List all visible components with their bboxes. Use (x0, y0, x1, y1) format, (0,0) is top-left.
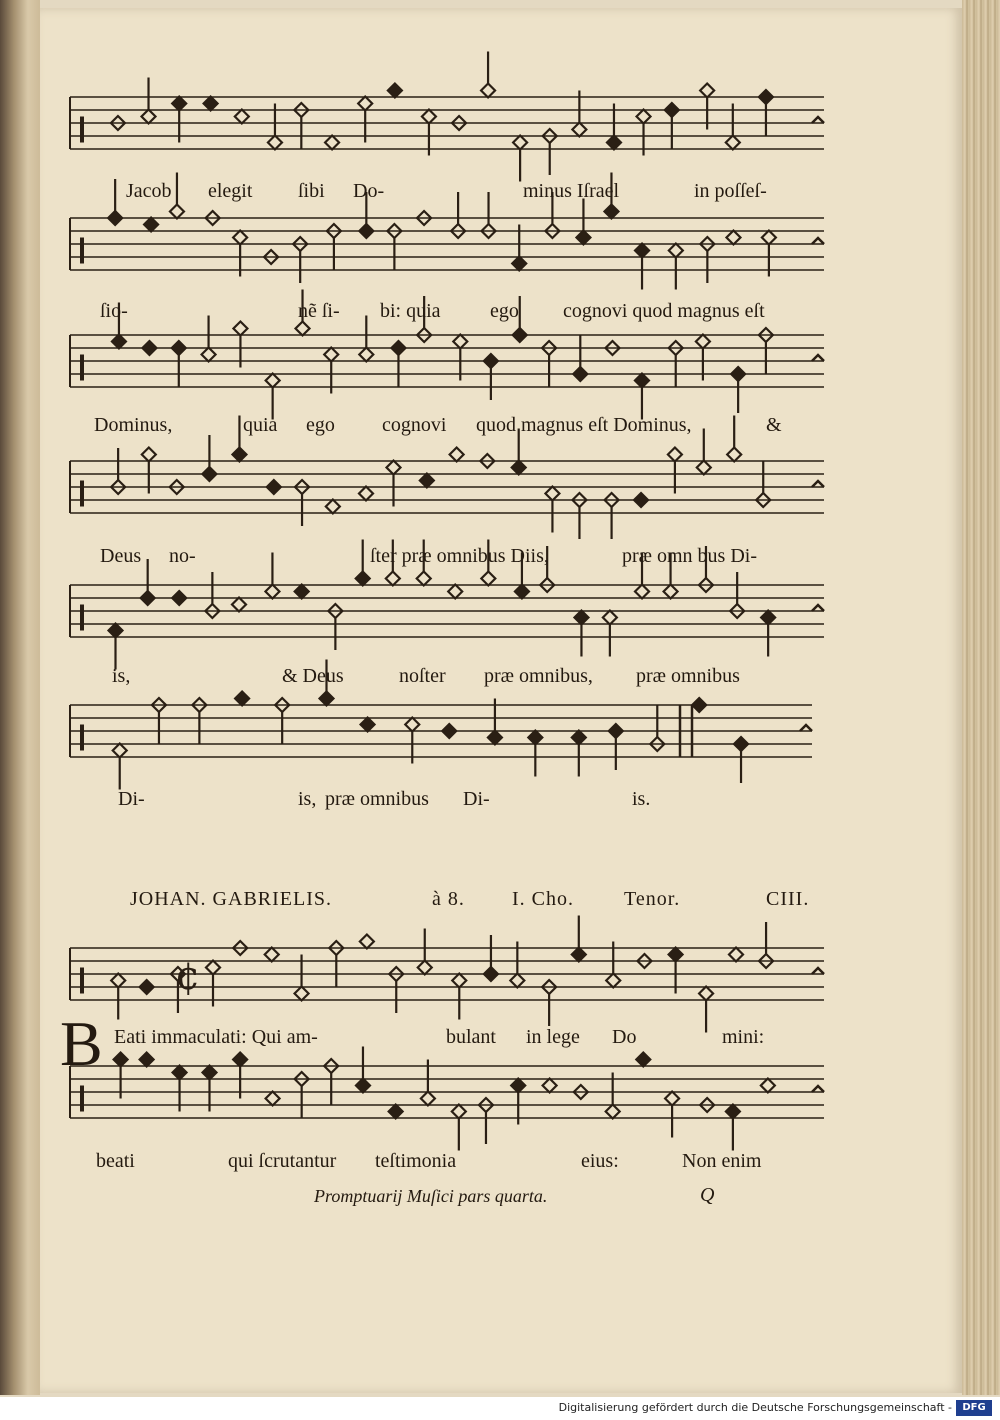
lyric-line-4-word-2: no- (169, 545, 196, 567)
clef-icon (80, 1086, 84, 1112)
note-head (266, 1092, 280, 1106)
note-head (637, 110, 651, 124)
note-head (358, 97, 372, 111)
note-head (481, 572, 495, 586)
note-head (202, 1066, 216, 1080)
lyric-line-2-word-2: nẽ ſi- (298, 300, 340, 322)
note-head (361, 718, 375, 732)
note-head (574, 611, 588, 625)
note-head (761, 611, 775, 625)
lyric-line-8-word-2: qui ſcrutantur (228, 1150, 337, 1172)
note-head (204, 97, 218, 111)
lyric-line-1-word-1: Jacob (126, 180, 172, 202)
note-head (202, 467, 216, 481)
note-head (528, 731, 542, 745)
note-head (267, 480, 281, 494)
lyric-line-7-word-3: in lege (526, 1026, 580, 1048)
note-head (607, 136, 621, 150)
note-head (511, 1079, 525, 1093)
note-head (727, 448, 741, 462)
note-head (762, 231, 776, 245)
note-head (452, 1105, 466, 1119)
note-head (515, 585, 529, 599)
note-head (172, 591, 186, 605)
note-head (697, 461, 711, 475)
custos-icon (812, 968, 824, 974)
note-head (696, 335, 710, 349)
note-head (692, 698, 706, 712)
note-head (726, 1105, 740, 1119)
note-head (232, 598, 246, 612)
heading-choir: I. Cho. (512, 888, 574, 910)
lyric-line-6-word-2: is, (298, 788, 317, 810)
note-head (448, 585, 462, 599)
note-head (700, 84, 714, 98)
dfg-logo-icon: DFG (956, 1400, 992, 1416)
lyric-line-5-word-5: præ omnibus (636, 665, 740, 687)
lyric-line-7-word-1: Eati immaculati: Qui am- (114, 1026, 318, 1048)
note-head (609, 724, 623, 738)
note-head (731, 367, 745, 381)
lyric-line-5-word-4: præ omnibus, (484, 665, 593, 687)
note-head (669, 948, 683, 962)
lyric-line-7-word-4: Do (612, 1026, 637, 1048)
clef-icon (80, 605, 84, 631)
note-head (545, 487, 559, 501)
lyric-line-2-word-3: bi: quia (380, 300, 441, 322)
lyric-line-7-word-2: bulant (446, 1026, 496, 1048)
note-head (510, 974, 524, 988)
lyric-line-8-word-5: Non enim (682, 1150, 762, 1172)
note-head (450, 448, 464, 462)
note-head (170, 205, 184, 219)
note-head (109, 624, 123, 638)
note-head (635, 244, 649, 258)
note-head (233, 322, 247, 336)
note-head (452, 974, 466, 988)
note-head (422, 110, 436, 124)
note-head (266, 374, 280, 388)
note-head (572, 948, 586, 962)
note-head (453, 335, 467, 349)
lyric-line-3-word-4: cognovi (382, 414, 447, 436)
note-head (296, 322, 310, 336)
lyric-line-1-word-2: elegit (208, 180, 253, 202)
lyric-line-3-word-1: Dominus, (94, 414, 173, 436)
lyric-line-5-word-3: noſter (399, 665, 446, 687)
note-head (664, 585, 678, 599)
lyric-line-1-word-6: in poſſeſ- (694, 180, 767, 202)
note-head (488, 731, 502, 745)
lyric-line-5-word-1: is, (112, 665, 131, 687)
note-head (295, 585, 309, 599)
heading-number: CIII. (766, 888, 810, 910)
note-head (512, 461, 526, 475)
clef-icon (80, 355, 84, 381)
note-head (173, 1066, 187, 1080)
lyric-line-5-word-2: & Deus (282, 665, 344, 687)
note-head (573, 367, 587, 381)
lyric-line-3-word-6: & (766, 414, 782, 436)
heading-voices: à 8. (432, 888, 465, 910)
note-head (603, 611, 617, 625)
note-head (572, 731, 586, 745)
note-head (140, 980, 154, 994)
lyric-line-8-word-1: beati (96, 1150, 135, 1172)
digitization-credit: Digitalisierung gefördert durch die Deutsche Forschungsgemeinschaft - (558, 1401, 952, 1414)
decorated-initial: B (60, 1008, 103, 1079)
lyric-line-6-word-4: Di- (463, 788, 490, 810)
heading-composer: JOHAN. GABRIELIS. (130, 888, 332, 910)
note-head (635, 585, 649, 599)
lyric-line-1-word-4: Do- (353, 180, 385, 202)
note-head (635, 374, 649, 388)
note-head (420, 474, 434, 488)
time-signature-icon: ¢ (175, 953, 201, 999)
lyric-line-4-word-4: præ omn bus Di- (622, 545, 757, 567)
note-head (604, 205, 618, 219)
clef-icon (80, 968, 84, 994)
note-head (729, 948, 743, 962)
note-head (759, 90, 773, 104)
lyric-line-1-word-3: ſibi (298, 180, 325, 202)
lyric-line-6-word-3: præ omnibus (325, 788, 429, 810)
note-head (543, 1079, 557, 1093)
clef-icon (80, 481, 84, 507)
custos-icon (812, 238, 824, 244)
note-head (232, 448, 246, 462)
note-head (386, 572, 400, 586)
note-head (326, 500, 340, 514)
note-head (513, 136, 527, 150)
note-head (140, 1053, 154, 1067)
note-head (391, 341, 405, 355)
note-head (112, 335, 126, 349)
lyric-line-3-word-2: quia (243, 414, 278, 436)
note-head (360, 935, 374, 949)
lyric-line-7-word-5: mini: (722, 1026, 765, 1048)
lyric-line-3-word-5: quod magnus eſt Dominus, (476, 414, 692, 436)
lyric-line-8-word-4: eius: (581, 1150, 619, 1172)
lyric-line-2-word-5: cognovi quod magnus eſt (563, 300, 765, 322)
custos-icon (812, 605, 824, 611)
note-head (113, 744, 127, 758)
clef-icon (80, 117, 84, 143)
note-head (636, 1053, 650, 1067)
note-head (265, 585, 279, 599)
note-head (108, 211, 122, 225)
note-head (405, 718, 419, 732)
note-head (699, 987, 713, 1001)
note-head (111, 974, 125, 988)
note-head (481, 84, 495, 98)
note-head (356, 1079, 370, 1093)
lyric-line-4-word-3: ſter præ omnibus Diis, (370, 545, 549, 567)
note-head (233, 1053, 247, 1067)
custos-icon (812, 481, 824, 487)
note-head (202, 348, 216, 362)
note-head (484, 967, 498, 981)
lyric-line-2-word-1: ſio- (100, 300, 128, 322)
note-head (388, 84, 402, 98)
note-head (726, 136, 740, 150)
clef-icon (80, 238, 84, 264)
lyric-line-3-word-3: ego (306, 414, 335, 436)
footer-title: Promptuarij Muſici pars quarta. (314, 1186, 548, 1206)
note-head (324, 348, 338, 362)
lyric-line-8-word-3: teſtimonia (375, 1150, 457, 1172)
note-head (442, 724, 456, 738)
note-head (172, 341, 186, 355)
note-head (356, 572, 370, 586)
signature-mark: Q (700, 1184, 715, 1206)
note-head (512, 257, 526, 271)
lyric-line-4-word-1: Deus (100, 545, 142, 567)
note-head (142, 110, 156, 124)
note-head (142, 448, 156, 462)
note-head (726, 231, 740, 245)
note-head (734, 737, 748, 751)
custos-icon (800, 725, 812, 731)
lyric-line-6-word-5: is. (632, 788, 651, 810)
note-head (319, 692, 333, 706)
note-head (418, 961, 432, 975)
note-head (265, 948, 279, 962)
note-head (668, 448, 682, 462)
note-head (606, 974, 620, 988)
heading-part: Tenor. (624, 888, 681, 910)
note-head (761, 1079, 775, 1093)
note-head (359, 224, 373, 238)
custos-icon (812, 355, 824, 361)
note-head (665, 103, 679, 117)
note-head (572, 123, 586, 137)
custos-icon (812, 117, 824, 123)
note-head (513, 328, 527, 342)
note-head (389, 1105, 403, 1119)
note-head (295, 987, 309, 1001)
note-head (233, 231, 247, 245)
note-head (576, 231, 590, 245)
clef-icon (80, 725, 84, 751)
note-head (665, 1092, 679, 1106)
custos-icon (812, 1086, 824, 1092)
note-head (606, 1105, 620, 1119)
note-head (114, 1053, 128, 1067)
note-head (235, 110, 249, 124)
note-head (268, 136, 282, 150)
note-head (144, 218, 158, 232)
note-head (417, 572, 431, 586)
note-head (421, 1092, 435, 1106)
note-head (359, 348, 373, 362)
note-head (359, 487, 373, 501)
lyric-line-1-word-5: minus Iſrael (523, 180, 620, 202)
note-head (172, 97, 186, 111)
note-head (387, 461, 401, 475)
note-head (235, 692, 249, 706)
note-head (142, 341, 156, 355)
note-head (141, 591, 155, 605)
note-head (325, 136, 339, 150)
note-head (669, 244, 683, 258)
note-head (634, 493, 648, 507)
lyric-line-6-word-1: Di- (118, 788, 145, 810)
note-head (206, 961, 220, 975)
lyric-line-2-word-4: ego (490, 300, 519, 322)
note-head (484, 354, 498, 368)
